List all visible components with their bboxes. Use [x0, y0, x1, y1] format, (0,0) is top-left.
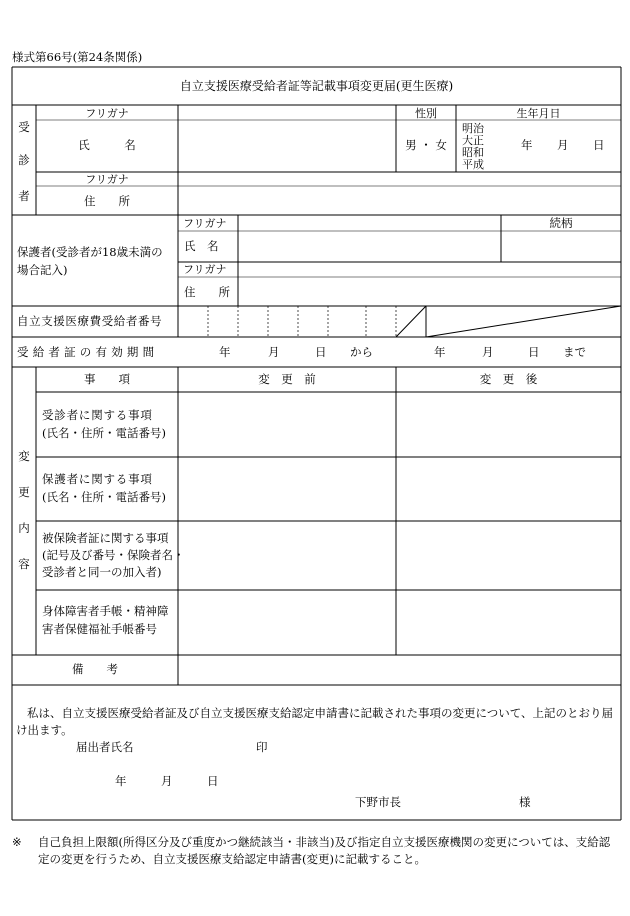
patient-name-field[interactable]: [179, 121, 395, 171]
birthdate-label: 生年月日: [516, 107, 561, 120]
guardian-label-line1: 保護者(受診者が18歳未満の: [17, 245, 163, 259]
validity-from: から: [350, 345, 373, 359]
mayor-label: 下野市長: [355, 795, 401, 809]
validity-label: 受給者証の有効期間: [17, 345, 159, 359]
era-meiji[interactable]: 明治: [462, 122, 484, 135]
change-row-3-before[interactable]: [179, 522, 395, 589]
form-title: 自立支援医療受給者証等記載事項変更届(更生医療): [179, 79, 454, 93]
era-taisho[interactable]: 大正: [462, 134, 484, 147]
cert-number-label: 自立支援医療費受給者番号: [17, 314, 163, 328]
change-row-2-line1: 保護者に関する事項: [42, 472, 153, 486]
validity-from-year: 年: [219, 345, 231, 359]
form-number: 様式第66号(第24条関係): [12, 50, 143, 64]
change-row-1-after[interactable]: [397, 393, 620, 456]
validity-from-day: 日: [315, 345, 327, 359]
guardian-furigana-label: フリガナ: [183, 217, 227, 230]
note-mark: ※: [12, 835, 22, 849]
patient-address-label: 住 所: [84, 194, 130, 208]
patient-address-furigana-field[interactable]: [179, 173, 620, 185]
col-before-header: 変 更 前: [258, 372, 316, 386]
changes-section-label-2: 更: [18, 485, 30, 499]
guardian-label-line2: 場合記入): [17, 263, 68, 277]
era-heisei[interactable]: 平成: [462, 158, 484, 171]
change-row-1-line1: 受診者に関する事項: [42, 408, 153, 422]
change-row-4-line1: 身体障害者手帳・精神障: [42, 604, 169, 618]
declaration-text: 私は、自立支援医療受給者証及び自立支援医療支給認定申請書に記載された事項の変更について、上記のとおり届け出ます。: [16, 706, 614, 737]
guardian-address-label: 住 所: [184, 285, 230, 299]
sex-choice[interactable]: 男 ・ 女: [405, 138, 447, 152]
guardian-furigana-field[interactable]: [239, 216, 500, 230]
patient-address-furigana-label: フリガナ: [85, 173, 129, 186]
relation-label: 続柄: [549, 216, 573, 230]
change-row-1-line2: (氏名・住所・電話番号): [42, 426, 166, 440]
sama-label: 様: [519, 795, 531, 809]
validity-from-month: 月: [268, 345, 280, 359]
patient-section-label-2: 診: [18, 153, 30, 167]
patient-furigana-label: フリガナ: [85, 107, 129, 120]
change-row-3-line3: 受診者と同一の加入者): [42, 565, 162, 579]
birth-day-label: 日: [593, 138, 605, 152]
date-day-label: 日: [207, 774, 219, 788]
patient-furigana-field[interactable]: [179, 106, 395, 119]
validity-to-day: 日: [528, 345, 540, 359]
change-row-3-after[interactable]: [397, 522, 620, 589]
guardian-address-furigana-label: フリガナ: [183, 263, 227, 276]
date-month-label: 月: [161, 774, 173, 788]
relation-field[interactable]: [502, 232, 620, 261]
change-row-1-before[interactable]: [179, 393, 395, 456]
birth-month-label: 月: [557, 138, 569, 152]
birth-year-label: 年: [521, 138, 533, 152]
footnote-text: 自己負担上限額(所得区分及び重度かつ継続該当・非該当)及び指定自立支援医療機関の変更については、支給認定の変更を行うため、自立支援医療支給認定申請書(変更)に記載すること。: [38, 835, 611, 866]
patient-section-label-3: 者: [18, 189, 30, 203]
change-row-4-line2: 害者保健福祉手帳番号: [42, 622, 157, 636]
validity-to-month: 月: [482, 345, 494, 359]
change-row-4-before[interactable]: [179, 591, 395, 654]
applicant-name-field[interactable]: [150, 738, 250, 754]
remarks-label: 備 考: [72, 662, 118, 676]
col-after-header: 変 更 後: [479, 372, 538, 386]
validity-to-year: 年: [434, 345, 446, 359]
cert-number-field[interactable]: [179, 307, 395, 336]
era-showa[interactable]: 昭和: [462, 146, 484, 159]
seal-mark: 印: [256, 740, 268, 754]
sex-label: 性別: [415, 107, 437, 120]
change-row-3-line2: (記号及び番号・保険者名・: [42, 548, 185, 562]
patient-section-label-1: 受: [18, 120, 30, 134]
col-item-header: 事 項: [84, 372, 130, 386]
change-row-2-line2: (氏名・住所・電話番号): [42, 490, 166, 504]
guardian-address-field[interactable]: [239, 278, 620, 305]
changes-section-label-4: 容: [18, 557, 30, 571]
change-row-3-line1: 被保険者証に関する事項: [42, 531, 169, 545]
applicant-name-label: 届出者氏名: [76, 740, 134, 754]
date-year-label: 年: [115, 774, 127, 788]
changes-section-label-3: 内: [18, 521, 30, 535]
change-row-2-after[interactable]: [397, 458, 620, 520]
change-row-2-before[interactable]: [179, 458, 395, 520]
validity-until: まで: [563, 345, 586, 359]
guardian-name-field[interactable]: [239, 232, 500, 261]
remarks-field[interactable]: [179, 656, 620, 684]
patient-name-label: 氏 名: [78, 138, 136, 152]
changes-section-label-1: 変: [18, 449, 30, 463]
guardian-address-furigana-field[interactable]: [239, 263, 620, 276]
guardian-name-label: 氏 名: [184, 239, 219, 253]
change-row-4-after[interactable]: [397, 591, 620, 654]
patient-address-field[interactable]: [179, 187, 620, 214]
